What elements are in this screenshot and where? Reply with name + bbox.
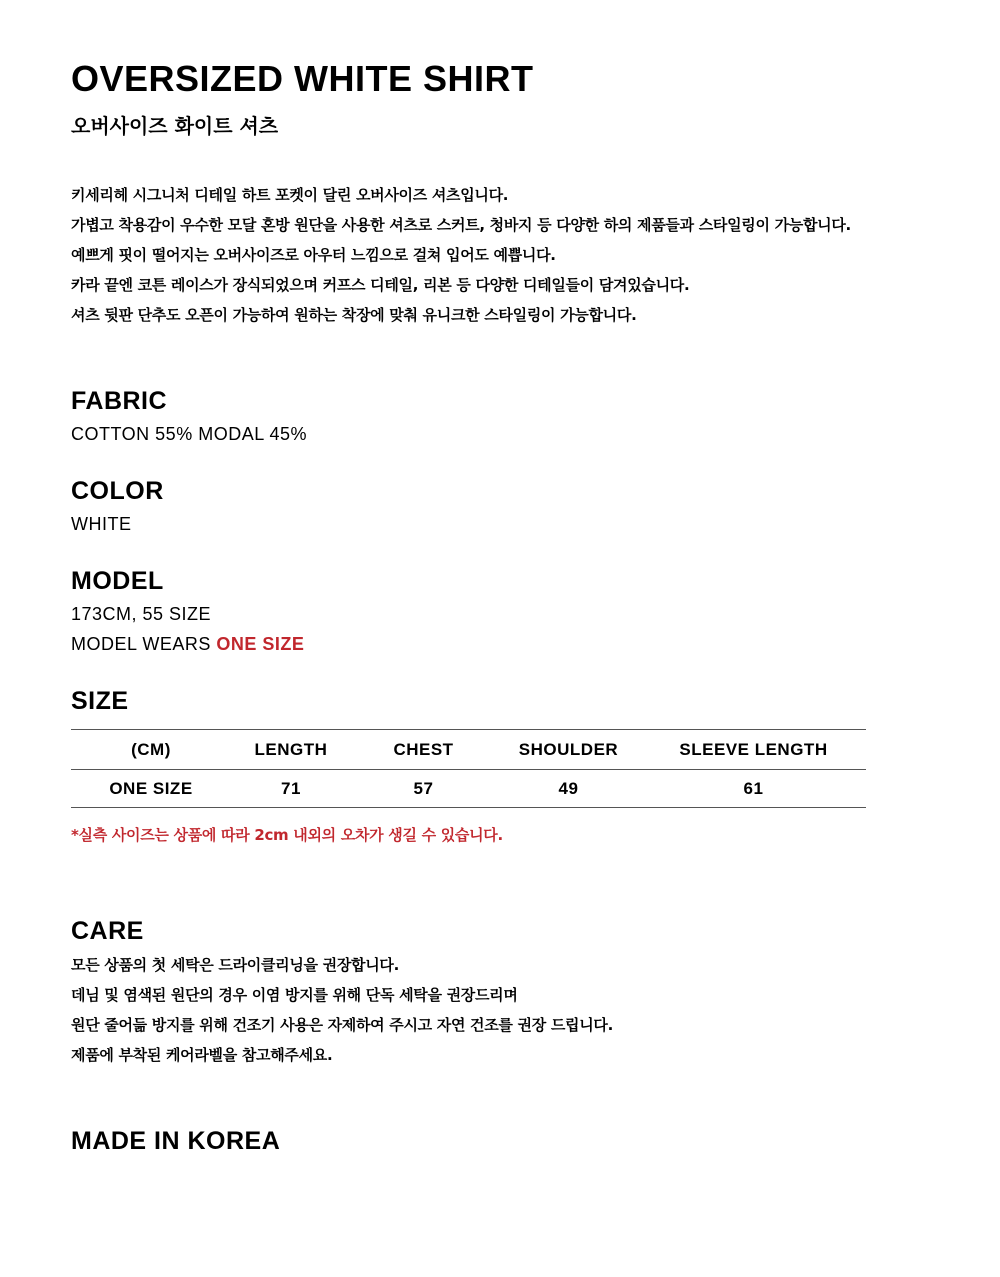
model-info: 173CM, 55 SIZE xyxy=(71,604,212,624)
description-line: 키세리헤 시그니처 디테일 하트 포켓이 달린 오버사이즈 셔츠입니다. xyxy=(71,186,509,204)
size-cell-size-name: ONE SIZE xyxy=(109,778,193,798)
color-value: WHITE xyxy=(71,514,132,534)
care-line: 모든 상품의 첫 세탁은 드라이클리닝을 권장합니다. xyxy=(71,956,400,974)
product-description xyxy=(71,183,851,333)
model-wears xyxy=(71,634,304,655)
description-line: 셔츠 뒷판 단추도 오픈이 가능하여 원하는 착장에 맞춰 유니크한 스타일링이 가능합니다. xyxy=(71,306,637,324)
care-line: 제품에 부착된 케어라벨을 참고해주세요. xyxy=(71,1046,333,1064)
color-heading: COLOR xyxy=(71,477,164,505)
size-column-sleeve-length: SLEEVE LENGTH xyxy=(679,739,828,759)
size-table-header-row xyxy=(71,730,866,770)
description-line: 예쁘게 핏이 떨어지는 오버사이즈로 아우터 느낌으로 걸쳐 입어도 예쁩니다. xyxy=(71,246,556,264)
product-subtitle-korean: 오버사이즈 화이트 셔츠 xyxy=(71,114,279,138)
care-heading: CARE xyxy=(71,917,144,945)
description-line: 가볍고 착용감이 우수한 모달 혼방 원단을 사용한 셔츠로 스커트, 청바지 등 다양한 하의 제품들과 스타일링이 가능합니다. xyxy=(71,216,851,234)
care-line: 원단 줄어듦 방지를 위해 건조기 사용은 자제하여 주시고 자연 건조를 권장 드립니다. xyxy=(71,1016,614,1034)
fabric-value: COTTON 55% MODAL 45% xyxy=(71,424,308,444)
care-instructions xyxy=(71,953,613,1073)
size-table xyxy=(71,729,866,808)
product-title: OVERSIZED WHITE SHIRT xyxy=(71,58,534,99)
size-heading: SIZE xyxy=(71,687,129,715)
size-cell-sleeve-length: 61 xyxy=(743,778,764,798)
size-tolerance-note: *실측 사이즈는 상품에 따라 2cm 내외의 오차가 생길 수 있습니다. xyxy=(71,826,503,844)
origin-label: MADE IN KOREA xyxy=(71,1127,281,1155)
size-column-length: LENGTH xyxy=(254,739,328,759)
care-line: 데님 및 염색된 원단의 경우 이염 방지를 위해 단독 세탁을 권장드리며 xyxy=(71,986,518,1004)
size-cell-shoulder: 49 xyxy=(558,778,579,798)
model-wears-prefix: MODEL WEARS xyxy=(71,634,211,654)
size-cell-chest: 57 xyxy=(413,778,434,798)
model-heading: MODEL xyxy=(71,567,164,595)
table-row xyxy=(71,770,866,808)
size-column-shoulder: SHOULDER xyxy=(518,739,619,759)
model-wears-size: ONE SIZE xyxy=(216,634,305,654)
size-column-unit: (CM) xyxy=(131,739,171,759)
size-column-chest: CHEST xyxy=(393,739,454,759)
size-cell-length: 71 xyxy=(281,778,301,798)
description-line: 카라 끝엔 코튼 레이스가 장식되었으며 커프스 디테일, 리본 등 다양한 디테일들이 담겨있습니다. xyxy=(71,276,690,294)
fabric-heading: FABRIC xyxy=(71,387,168,415)
